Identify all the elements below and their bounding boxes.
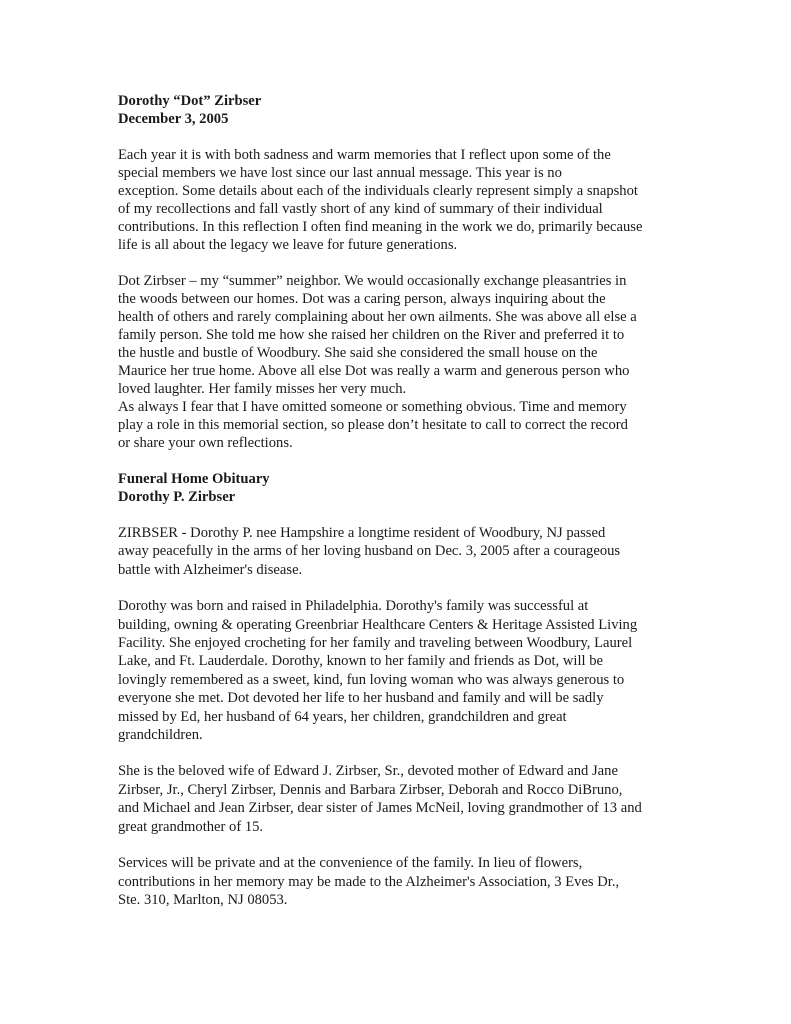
obituary-name: Dorothy P. Zirbser [118, 489, 236, 505]
obituary-paragraph-3: She is the beloved wife of Edward J. Zirbser, Sr., devoted mother of Edward and Jane Zirbser, Jr., Cheryl Zirbser, Dennis and Barbara Zirbser, Deborah and Rocco DiBruno, and Michael and Jean Zirbser, dear sister of James McNeil, loving grandmother of 13 and great grandmother of 15. [118, 763, 642, 835]
obituary-paragraph-1: ZIRBSER - Dorothy P. nee Hampshire a longtime resident of Woodbury, NJ passed away peacefully in the arms of her loving husband on Dec. 3, 2005 after a courageous battle with Alzheimer's disease. [118, 525, 621, 578]
obituary-section [118, 470, 678, 909]
memorial-intro-paragraph: Each year it is with both sadness and warm memories that I reflect upon some of the special members we have lost since our last annual message. This year is no exception. Some details about each of the individuals clearly represent simply a snapshot of my recollections and fall vastly short of any kind of summary of their individual contributions. In this reflection I often find meaning in the work we do, primarily because life is all about the legacy we leave for future generations. [118, 147, 643, 253]
memorial-date: December 3, 2005 [118, 111, 229, 127]
spacer [118, 506, 678, 524]
spacer [118, 452, 678, 470]
obituary-paragraph-2: Dorothy was born and raised in Philadelphia. Dorothy's family was successful at building, owning & operating Greenbriar Healthcare Centers & Heritage Assisted Living Facility. She enjoyed crocheting for her family and traveling between Woodbury, Laurel Lake, and Ft. Lauderdale. Dorothy, known to her family and friends as Dot, will be lovingly remembered as a sweet, kind, fun loving woman who was always generous to everyone she met. Dot devoted her life to her husband and family and will be sadly missed by Ed, her husband of 64 years, her children, grandchildren and great grandchildren. [118, 598, 638, 744]
spacer [118, 836, 678, 854]
memorial-dot-paragraph: Dot Zirbser – my “summer” neighbor. We would occasionally exchange pleasantries in the woods between our homes. Dot was a caring person, always inquiring about the health of others and rarely complaining about her own ailments. She was above all else a family person. She told me how she raised her children on the River and preferred it to the hustle and bustle of Woodbury. She said she considered the small house on the Maurice her true home. Above all else Dot was really a warm and generous person who loved laughter. Her family misses her very much. [118, 273, 637, 397]
spacer [118, 128, 678, 146]
obituary-paragraph-4: Services will be private and at the convenience of the family. In lieu of flowers, contributions in her memory may be made to the Alzheimer's Association, 3 Eves Dr., Ste. 310, Marlton, NJ 08053. [118, 855, 620, 908]
obituary-heading: Funeral Home Obituary [118, 471, 270, 487]
memorial-closing-paragraph: As always I fear that I have omitted someone or something obvious. Time and memory play a role in this memorial section, so please don’t hesitate to call to correct the record or share your own reflections. [118, 399, 628, 451]
spacer [118, 254, 678, 272]
spacer [118, 579, 678, 597]
spacer [118, 744, 678, 762]
document-page [118, 92, 678, 909]
memorial-title: Dorothy “Dot” Zirbser [118, 93, 262, 109]
